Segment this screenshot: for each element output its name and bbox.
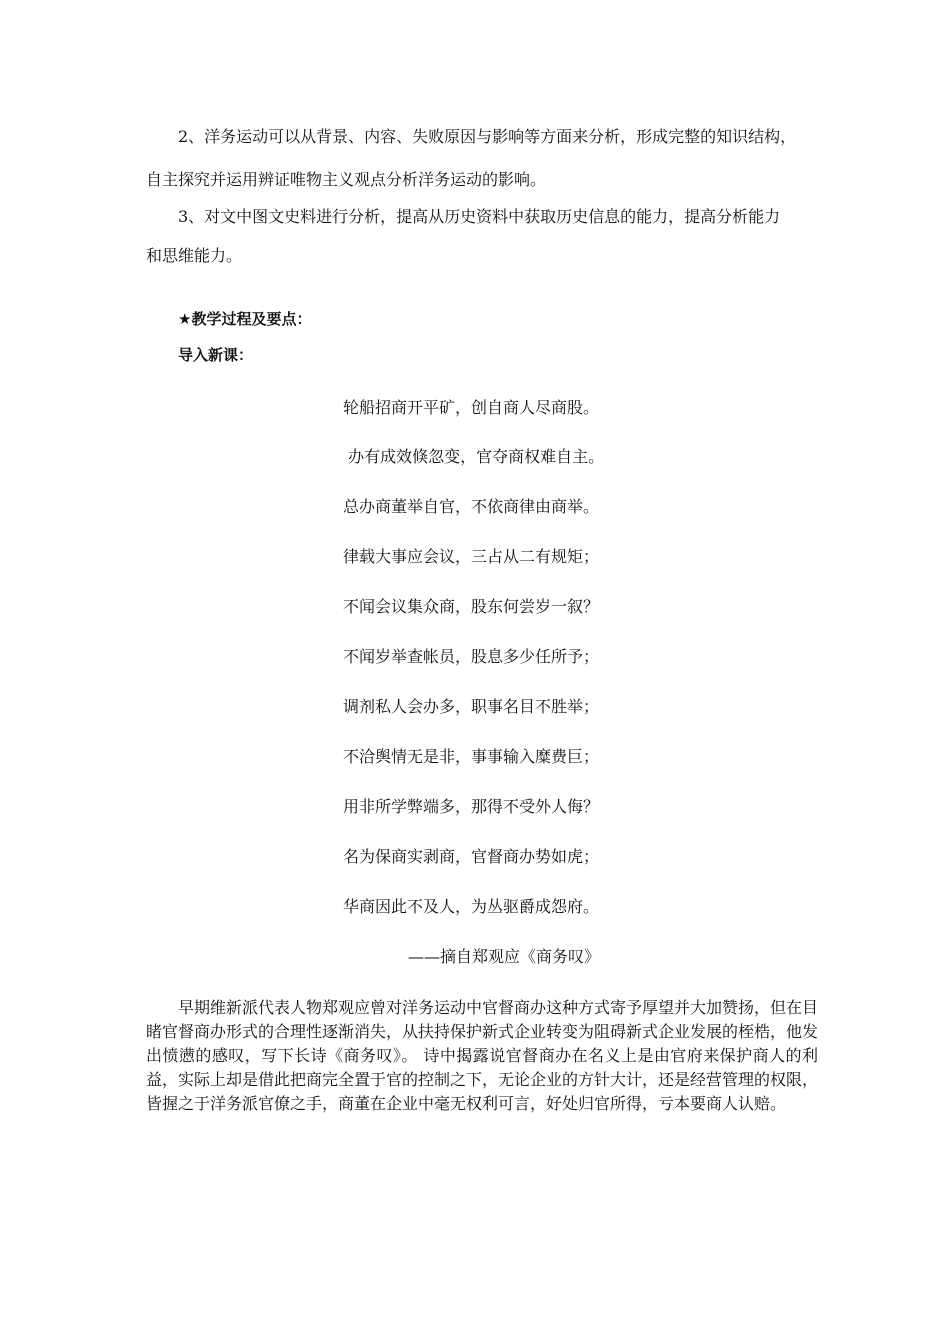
poem-line: 名为保商实剥商，官督商办势如虎； xyxy=(343,847,600,866)
intro-heading: 导入新课： xyxy=(178,346,254,364)
teaching-process-heading: ★教学过程及要点： xyxy=(178,310,312,328)
poem-line: 律载大事应会议，三占从二有规矩； xyxy=(343,547,600,566)
poem-line: 办有成效倏忽变，官夺商权难自主。 xyxy=(343,447,605,466)
poem-line: 不洽舆情无是非，事事输入糜费巨； xyxy=(343,747,600,766)
poem-source: ——摘自郑观应《商务叹》 xyxy=(408,947,601,966)
poem-line: 用非所学弊端多，那得不受外人侮？ xyxy=(343,797,600,816)
poem-line: 华商因此不及人，为丛驱爵成怨府。 xyxy=(343,897,600,916)
poem-line: 调剂私人会办多，职事名目不胜举； xyxy=(343,697,600,716)
poem-line: 总办商董举自官，不依商律由商举。 xyxy=(343,497,600,516)
objective-3-line-2: 和思维能力。 xyxy=(146,246,243,265)
poem-line: 不闻会议集众商，股东何尝岁一叙？ xyxy=(343,597,600,616)
objective-2-line-2: 自主探究并运用辨证唯物主义观点分析洋务运动的影响。 xyxy=(146,170,547,189)
poem-line: 轮船招商开平矿，创自商人尽商股。 xyxy=(343,398,600,417)
objective-3-line-1: 3、对文中图文史料进行分析，提高从历史资料中获取历史信息的能力，提高分析能力 xyxy=(178,207,781,226)
poem-line: 不闻岁举查帐员，股息多少任所予； xyxy=(343,647,600,666)
objective-2-line-1: 2、洋务运动可以从背景、内容、失败原因与影响等方面来分析，形成完整的知识结构， xyxy=(178,127,797,146)
analysis-paragraph: 早期维新派代表人物郑观应曾对洋务运动中官督商办这种方式寄予厚望并大加赞扬，但在目睹官督商办形式的合理性逐渐消失，从扶持保护新式企业转变为阻碍新式企业发展的桎梏，他发出愤懑的感叹，写下长诗《商务叹》。 诗中揭露说官督商办在名义上是由官府来保护商人的利益，实际上却是借此把商完全置于官的控制之下，无论企业的方针大计，还是经营管理的权限，皆握之于洋务派官僚之手，商董在企业中毫无权利可言，好处归官所得，亏本要商人认赔。 xyxy=(146,998,819,1113)
